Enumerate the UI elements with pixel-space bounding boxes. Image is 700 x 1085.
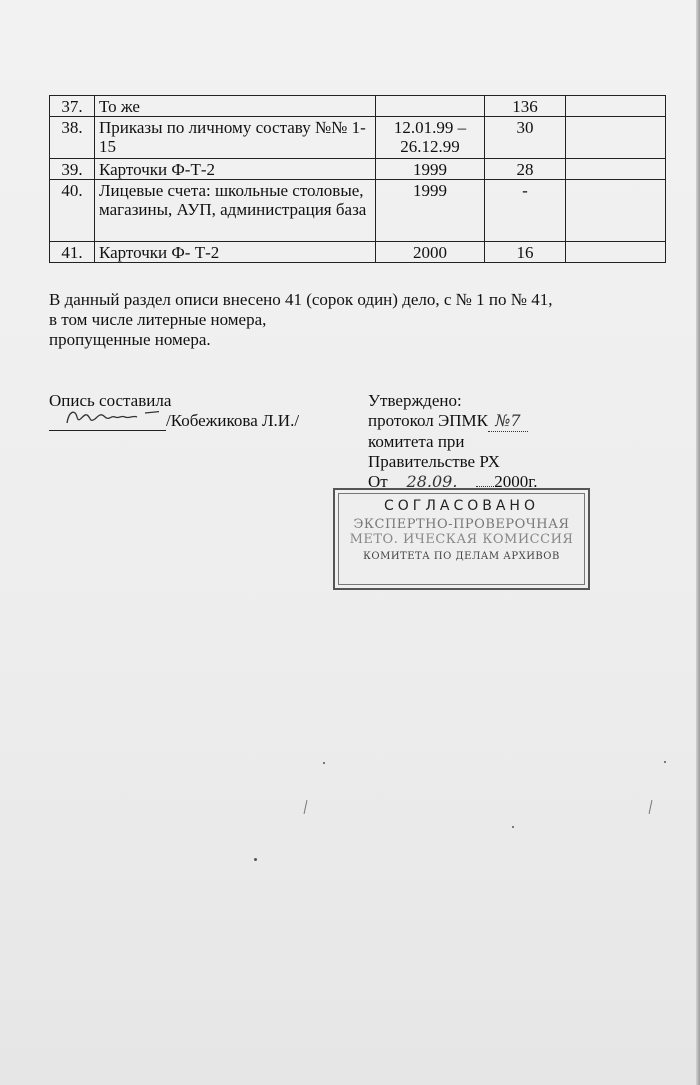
date-prefix: От: [368, 472, 388, 491]
table-row: [50, 242, 666, 263]
row-dates: 1999: [376, 159, 485, 180]
row-dates: 1999: [376, 180, 485, 242]
row-number: 40.: [50, 180, 95, 242]
row-dates: [376, 96, 485, 117]
row-count: 28: [485, 159, 566, 180]
table-row: [50, 117, 666, 159]
scan-scratch: [649, 800, 653, 814]
row-dates: 2000: [376, 242, 485, 263]
summary-line: в том числе литерные номера,: [49, 310, 267, 329]
row-title: То же: [95, 96, 376, 117]
row-note: [566, 117, 666, 159]
committee-line: комитета при: [368, 432, 465, 451]
row-number: 39.: [50, 159, 95, 180]
summary-paragraph: [49, 290, 649, 350]
approval-year: 2000г.: [494, 472, 538, 491]
summary-line: В данный раздел описи внесено 41 (сорок один) дело, с № 1 по № 41,: [49, 290, 553, 309]
row-note: [566, 159, 666, 180]
protocol-number: №7: [488, 411, 528, 432]
row-title: Карточки Ф- Т-2: [95, 242, 376, 263]
row-title: Лицевые счета: школьные столовые, магазины, АУП, администрация база: [95, 180, 376, 242]
row-title: Приказы по личному составу №№ 1-15: [95, 117, 376, 159]
row-count: 30: [485, 117, 566, 159]
row-note: [566, 242, 666, 263]
scan-scratch: [304, 800, 308, 814]
inventory-table: [49, 95, 666, 263]
table-row: [50, 96, 666, 117]
summary-line: пропущенные номера.: [49, 330, 211, 349]
stamp-line: ЭКСПЕРТНО-ПРОВЕРОЧНАЯ: [353, 517, 570, 532]
row-number: 38.: [50, 117, 95, 159]
compiled-by-block: [49, 391, 299, 431]
row-note: [566, 180, 666, 242]
row-count: 136: [485, 96, 566, 117]
stamp-line: СОГЛАСОВАНО: [384, 498, 539, 514]
stamp-line: МЕТО. ИЧЕСКАЯ КОМИССИЯ: [349, 532, 574, 547]
protocol-prefix: протокол ЭПМК: [368, 411, 488, 430]
approval-stamp: [333, 488, 590, 590]
handwritten-signature: [49, 403, 159, 429]
row-title: Карточки Ф-Т-2: [95, 159, 376, 180]
scan-speck: [323, 762, 325, 764]
compiled-label: Опись составила: [49, 391, 172, 410]
page-edge-shadow: [696, 0, 700, 1085]
signature-line: [49, 413, 166, 431]
row-count: -: [485, 180, 566, 242]
row-number: 37.: [50, 96, 95, 117]
approval-block: [368, 391, 538, 493]
row-note: [566, 96, 666, 117]
approved-label: Утверждено:: [368, 391, 462, 410]
government-line: Правительстве РХ: [368, 452, 500, 471]
row-number: 41.: [50, 242, 95, 263]
scan-speck: [512, 826, 514, 828]
scan-speck: [664, 761, 666, 763]
compiler-name: /Кобежикова Л.И./: [166, 411, 300, 430]
approval-date: 28.09.: [392, 472, 472, 493]
row-dates: 12.01.99 – 26.12.99: [376, 117, 485, 159]
row-count: 16: [485, 242, 566, 263]
table-row: [50, 180, 666, 242]
scan-speck: [254, 858, 257, 861]
stamp-line: КОМИТЕТА ПО ДЕЛАМ АРХИВОВ: [363, 551, 560, 562]
table-row: [50, 159, 666, 180]
